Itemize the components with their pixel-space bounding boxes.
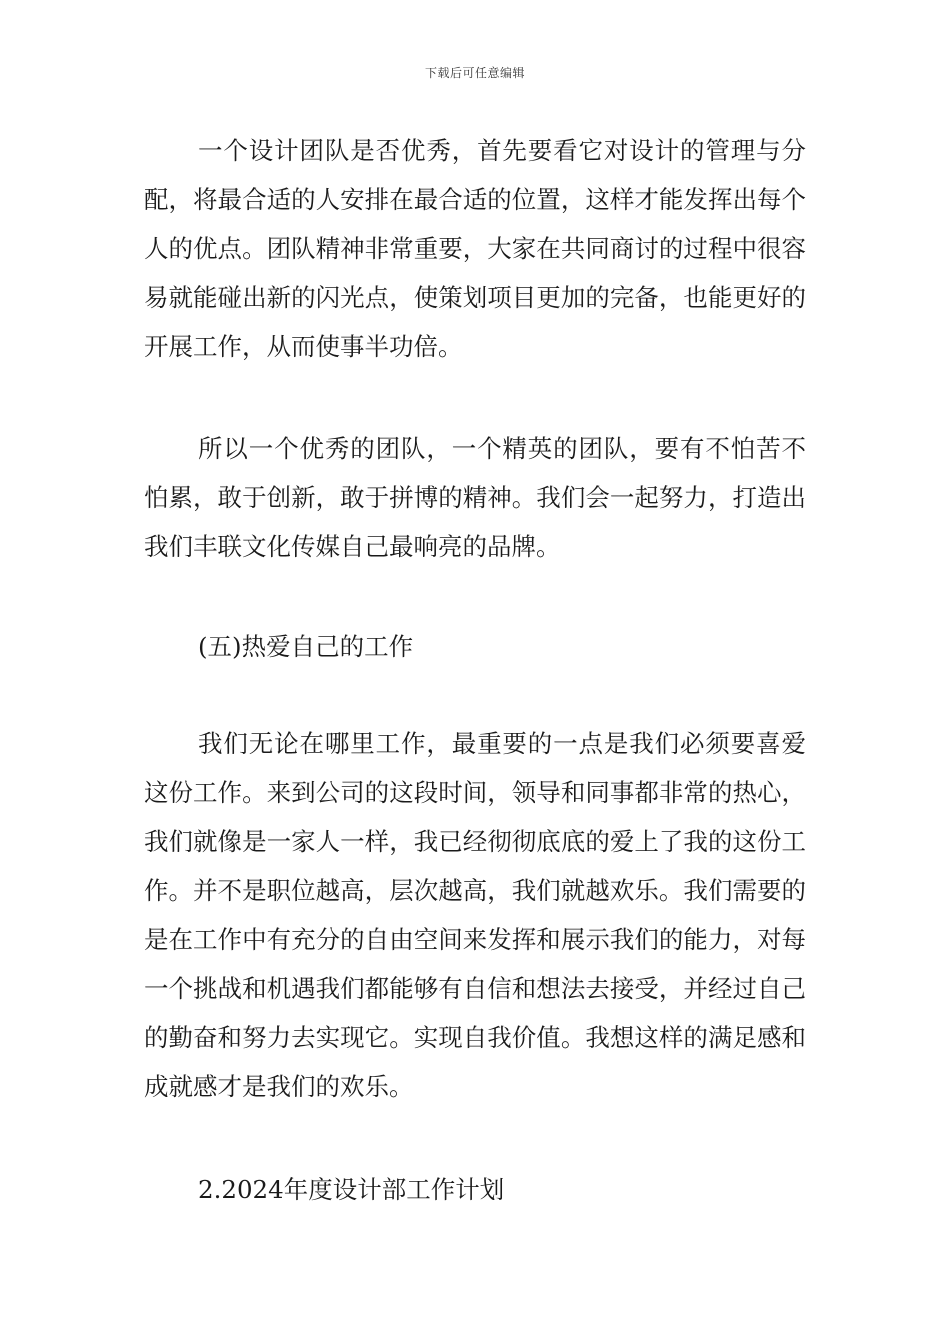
- section-heading-love-work: (五)热爱自己的工作: [198, 632, 414, 661]
- header-note: 下载后可任意编辑: [424, 66, 525, 80]
- section-heading-work-plan: 2.2024年度设计部工作计划: [198, 1175, 505, 1204]
- paragraph-team-management: 一个设计团队是否优秀，首先要看它对设计的管理与分配，将最合适的人安排在最合适的位置，这样才能发挥出每个人的优点。团队精神非常重要，大家在共同商讨的过程中很容易就能碰出新的闪光点，使策划项目更加的完备，也能更好的开展工作，从而使事半功倍。: [144, 136, 806, 361]
- paragraph-excellent-team: 所以一个优秀的团队，一个精英的团队，要有不怕苦不怕累，敢于创新，敢于拼博的精神。我们会一起努力，打造出我们丰联文化传媒自己最响亮的品牌。: [144, 434, 806, 561]
- paragraph-love-work: 我们无论在哪里工作，最重要的一点是我们必须要喜爱这份工作。来到公司的这段时间，领导和同事都非常的热心，我们就像是一家人一样，我已经彻彻底底的爱上了我的这份工作。并不是职位越高，层次越高，我们就越欢乐。我们需要的是在工作中有充分的自由空间来发挥和展示我们的能力，对每一个挑战和机遇我们都能够有自信和想法去接受，并经过自己的勤奋和努力去实现它。实现自我价值。我想这样的满足感和成就感才是我们的欢乐。: [144, 729, 806, 1101]
